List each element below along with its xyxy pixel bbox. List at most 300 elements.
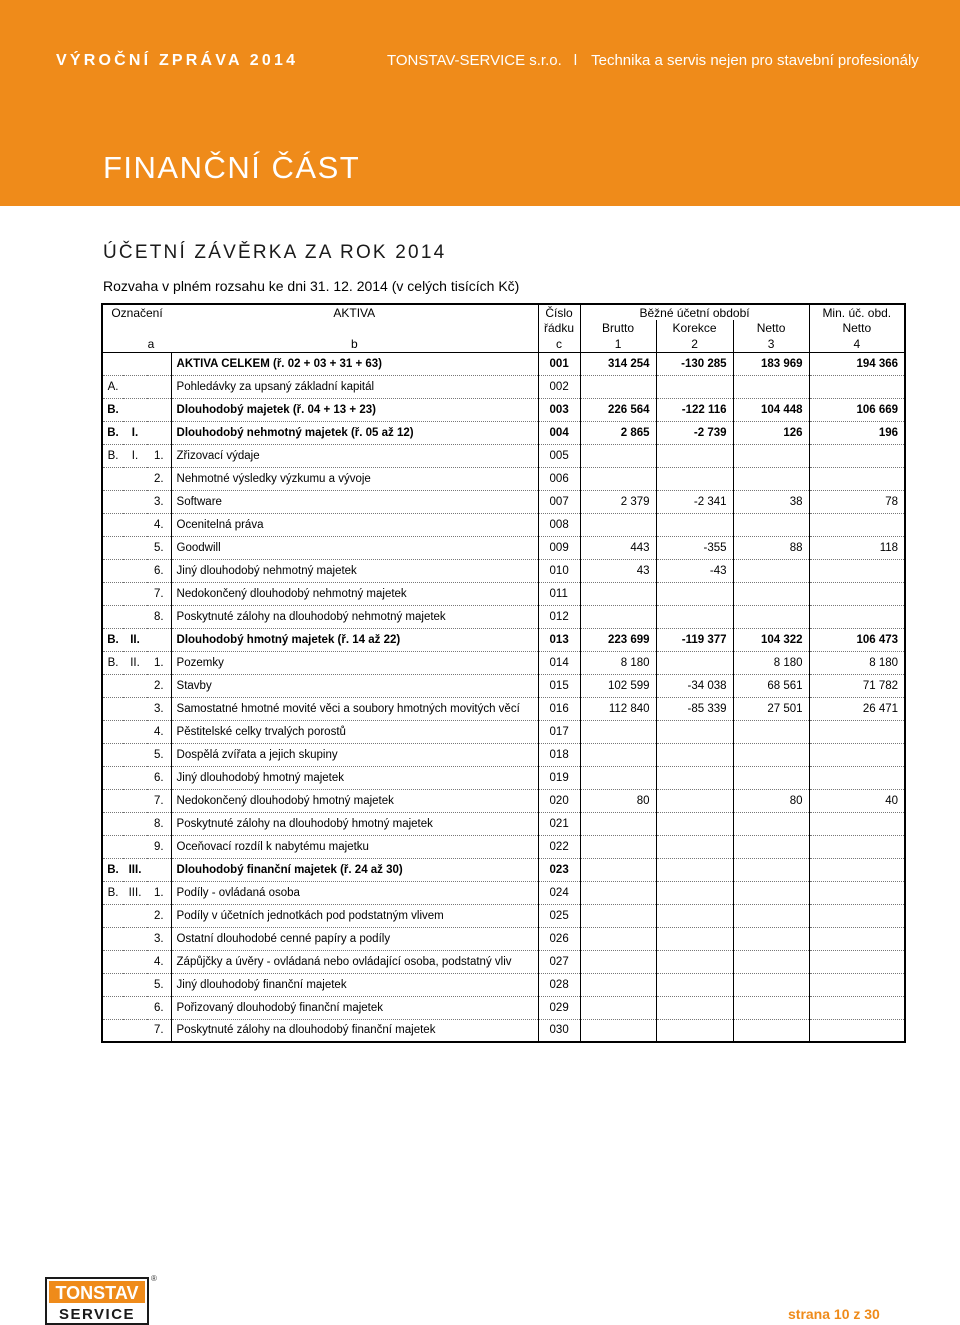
statement-subtitle: Rozvaha v plném rozsahu ke dni 31. 12. 2014 (v celých tisících Kč)	[103, 278, 520, 294]
row-mark-1: B.	[102, 421, 123, 444]
row-netto-prev	[809, 559, 905, 582]
row-mark-2	[123, 904, 147, 927]
row-netto-prev	[809, 858, 905, 881]
row-line-number: 018	[538, 743, 580, 766]
row-mark-3: 4.	[147, 513, 171, 536]
row-mark-2	[123, 582, 147, 605]
table-row	[102, 605, 905, 628]
row-brutto: 8 180	[580, 651, 656, 674]
row-line-number: 011	[538, 582, 580, 605]
row-line-number: 028	[538, 973, 580, 996]
row-netto-prev	[809, 835, 905, 858]
row-mark-1	[102, 973, 123, 996]
table-row	[102, 789, 905, 812]
row-mark-3	[147, 352, 171, 375]
row-netto-prev: 71 782	[809, 674, 905, 697]
header-col-c: c	[538, 336, 580, 352]
row-line-number: 002	[538, 375, 580, 398]
page-number: strana 10 z 30	[788, 1306, 880, 1322]
header-cislo: Číslo	[538, 304, 580, 320]
table-row	[102, 697, 905, 720]
row-netto-prev	[809, 904, 905, 927]
row-mark-1	[102, 559, 123, 582]
table-row	[102, 674, 905, 697]
table-row	[102, 398, 905, 421]
row-mark-3: 1.	[147, 881, 171, 904]
row-brutto	[580, 444, 656, 467]
row-brutto	[580, 881, 656, 904]
table-row	[102, 651, 905, 674]
row-brutto	[580, 513, 656, 536]
header-bezne-obdobi: Běžné účetní období	[580, 304, 809, 320]
row-korekce	[656, 651, 733, 674]
row-brutto	[580, 927, 656, 950]
row-netto-prev	[809, 812, 905, 835]
table-row	[102, 720, 905, 743]
row-mark-3: 3.	[147, 697, 171, 720]
row-mark-3: 5.	[147, 536, 171, 559]
row-netto	[733, 444, 809, 467]
table-row	[102, 444, 905, 467]
row-korekce: -2 341	[656, 490, 733, 513]
row-mark-1: B.	[102, 628, 123, 651]
table-row	[102, 352, 905, 375]
row-description: Jiný dlouhodobý hmotný majetek	[171, 766, 538, 789]
row-brutto	[580, 467, 656, 490]
row-line-number: 029	[538, 996, 580, 1019]
tagline: Technika a servis nejen pro stavební profesionály	[591, 52, 919, 69]
row-korekce	[656, 766, 733, 789]
row-brutto	[580, 858, 656, 881]
table-row	[102, 881, 905, 904]
row-korekce	[656, 904, 733, 927]
row-korekce	[656, 927, 733, 950]
row-brutto: 112 840	[580, 697, 656, 720]
row-netto-prev	[809, 743, 905, 766]
row-line-number: 012	[538, 605, 580, 628]
row-netto	[733, 812, 809, 835]
row-line-number: 001	[538, 352, 580, 375]
row-korekce	[656, 950, 733, 973]
registered-mark: ®	[151, 1274, 157, 1283]
header-netto-min: Netto	[842, 321, 872, 335]
row-mark-3	[147, 421, 171, 444]
table-row	[102, 904, 905, 927]
table-row	[102, 743, 905, 766]
row-description: Software	[171, 490, 538, 513]
table-row	[102, 973, 905, 996]
row-brutto	[580, 812, 656, 835]
row-mark-1: B.	[102, 398, 123, 421]
row-korekce	[656, 996, 733, 1019]
row-line-number: 030	[538, 1019, 580, 1042]
row-mark-2	[123, 605, 147, 628]
row-netto-prev	[809, 582, 905, 605]
row-mark-1	[102, 927, 123, 950]
row-mark-3: 6.	[147, 559, 171, 582]
row-line-number: 015	[538, 674, 580, 697]
row-netto	[733, 835, 809, 858]
row-korekce	[656, 444, 733, 467]
row-description: Dlouhodobý majetek (ř. 04 + 13 + 23)	[171, 398, 538, 421]
row-mark-2: I.	[123, 421, 147, 444]
row-description: Pohledávky za upsaný základní kapitál	[171, 375, 538, 398]
row-netto: 27 501	[733, 697, 809, 720]
row-line-number: 024	[538, 881, 580, 904]
row-brutto: 223 699	[580, 628, 656, 651]
header-korekce: Korekce	[656, 320, 733, 336]
row-netto	[733, 927, 809, 950]
row-korekce: -355	[656, 536, 733, 559]
header-radku: řádku	[538, 320, 580, 336]
row-netto	[733, 904, 809, 927]
row-netto: 8 180	[733, 651, 809, 674]
row-mark-1	[102, 674, 123, 697]
row-netto	[733, 582, 809, 605]
report-title: VÝROČNÍ ZPRÁVA 2014	[56, 52, 299, 69]
row-mark-1	[102, 582, 123, 605]
row-mark-2: II.	[123, 628, 147, 651]
row-korekce	[656, 605, 733, 628]
header-banner	[0, 0, 960, 206]
row-mark-3: 6.	[147, 996, 171, 1019]
header-col-b: b	[171, 336, 538, 352]
header-oznaceni: Označení	[111, 305, 163, 320]
header-col-1: 1	[580, 336, 656, 352]
row-brutto	[580, 996, 656, 1019]
table-row	[102, 467, 905, 490]
row-brutto: 443	[580, 536, 656, 559]
row-brutto: 80	[580, 789, 656, 812]
row-mark-2: I.	[123, 444, 147, 467]
row-mark-3: 2.	[147, 904, 171, 927]
row-netto	[733, 996, 809, 1019]
row-mark-2	[123, 973, 147, 996]
row-mark-3: 2.	[147, 674, 171, 697]
row-netto: 126	[733, 421, 809, 444]
row-netto	[733, 720, 809, 743]
row-netto-prev	[809, 375, 905, 398]
row-line-number: 003	[538, 398, 580, 421]
row-korekce: -122 116	[656, 398, 733, 421]
row-mark-2	[123, 375, 147, 398]
row-netto	[733, 881, 809, 904]
row-mark-2: III.	[123, 881, 147, 904]
row-mark-3: 9.	[147, 835, 171, 858]
row-mark-3: 4.	[147, 950, 171, 973]
row-netto-prev: 194 366	[809, 352, 905, 375]
header-separator: l	[573, 52, 578, 69]
row-description: Oceňovací rozdíl k nabytému majetku	[171, 835, 538, 858]
header-col-3: 3	[733, 336, 809, 352]
row-mark-3	[147, 628, 171, 651]
row-description: Poskytnuté zálohy na dlouhodobý hmotný majetek	[171, 812, 538, 835]
row-netto	[733, 766, 809, 789]
row-mark-1	[102, 904, 123, 927]
row-line-number: 016	[538, 697, 580, 720]
row-mark-1: B.	[102, 444, 123, 467]
row-mark-2	[123, 743, 147, 766]
row-netto-prev	[809, 467, 905, 490]
row-netto-prev: 196	[809, 421, 905, 444]
row-mark-2: II.	[123, 651, 147, 674]
row-description: Poskytnuté zálohy na dlouhodobý nehmotný majetek	[171, 605, 538, 628]
row-netto	[733, 559, 809, 582]
row-line-number: 020	[538, 789, 580, 812]
row-mark-2	[123, 467, 147, 490]
row-line-number: 004	[538, 421, 580, 444]
row-korekce	[656, 858, 733, 881]
table-row	[102, 1019, 905, 1042]
row-mark-2	[123, 674, 147, 697]
row-mark-2	[123, 352, 147, 375]
row-brutto	[580, 904, 656, 927]
row-netto: 104 448	[733, 398, 809, 421]
row-brutto	[580, 375, 656, 398]
row-mark-1: B.	[102, 651, 123, 674]
row-mark-2: III.	[123, 858, 147, 881]
row-description: Zápůjčky a úvěry - ovládaná nebo ovládající osoba, podstatný vliv	[171, 950, 538, 973]
table-row	[102, 536, 905, 559]
row-netto: 88	[733, 536, 809, 559]
row-mark-2	[123, 697, 147, 720]
row-mark-3: 8.	[147, 812, 171, 835]
logo-top-text: TONSTAV	[55, 1283, 139, 1303]
row-line-number: 023	[538, 858, 580, 881]
row-mark-3: 5.	[147, 743, 171, 766]
table-row	[102, 375, 905, 398]
table-row	[102, 950, 905, 973]
row-mark-2	[123, 398, 147, 421]
row-line-number: 009	[538, 536, 580, 559]
row-description: Zřizovací výdaje	[171, 444, 538, 467]
row-mark-1	[102, 766, 123, 789]
row-mark-3: 7.	[147, 789, 171, 812]
row-netto	[733, 513, 809, 536]
row-mark-2	[123, 996, 147, 1019]
row-brutto	[580, 973, 656, 996]
row-netto-prev	[809, 720, 905, 743]
row-netto-prev	[809, 927, 905, 950]
row-mark-1	[102, 605, 123, 628]
row-brutto: 2 865	[580, 421, 656, 444]
row-mark-1	[102, 743, 123, 766]
row-brutto: 314 254	[580, 352, 656, 375]
row-korekce: -119 377	[656, 628, 733, 651]
row-korekce	[656, 582, 733, 605]
row-line-number: 026	[538, 927, 580, 950]
row-korekce	[656, 812, 733, 835]
row-korekce	[656, 1019, 733, 1042]
row-description: Poskytnuté zálohy na dlouhodobý finanční majetek	[171, 1019, 538, 1042]
row-netto	[733, 1019, 809, 1042]
row-description: Jiný dlouhodobý finanční majetek	[171, 973, 538, 996]
balance-sheet-table	[101, 303, 906, 1043]
row-line-number: 017	[538, 720, 580, 743]
row-mark-3: 2.	[147, 467, 171, 490]
row-mark-3	[147, 398, 171, 421]
row-netto-prev	[809, 766, 905, 789]
header-min-obdobi: Min. úč. obd.	[822, 305, 892, 320]
row-brutto	[580, 835, 656, 858]
table-row	[102, 421, 905, 444]
row-mark-3: 1.	[147, 444, 171, 467]
row-line-number: 006	[538, 467, 580, 490]
header-aktiva: AKTIVA	[171, 304, 538, 320]
row-netto-prev	[809, 444, 905, 467]
row-korekce: -85 339	[656, 697, 733, 720]
row-mark-3: 7.	[147, 1019, 171, 1042]
row-description: Pěstitelské celky trvalých porostů	[171, 720, 538, 743]
company-name: TONSTAV-SERVICE s.r.o.	[387, 52, 562, 69]
row-korekce: -2 739	[656, 421, 733, 444]
row-netto: 104 322	[733, 628, 809, 651]
row-description: Nehmotné výsledky výzkumu a vývoje	[171, 467, 538, 490]
row-description: Goodwill	[171, 536, 538, 559]
row-netto-prev	[809, 1019, 905, 1042]
row-line-number: 022	[538, 835, 580, 858]
row-netto-prev	[809, 996, 905, 1019]
row-mark-1	[102, 835, 123, 858]
row-mark-3: 6.	[147, 766, 171, 789]
row-mark-2	[123, 927, 147, 950]
row-line-number: 014	[538, 651, 580, 674]
table-row	[102, 559, 905, 582]
row-description: Dlouhodobý nehmotný majetek (ř. 05 až 12)	[171, 421, 538, 444]
row-line-number: 008	[538, 513, 580, 536]
row-brutto	[580, 950, 656, 973]
row-brutto	[580, 743, 656, 766]
row-korekce	[656, 375, 733, 398]
row-mark-2	[123, 789, 147, 812]
row-netto	[733, 375, 809, 398]
row-korekce	[656, 881, 733, 904]
table-row	[102, 858, 905, 881]
row-brutto: 43	[580, 559, 656, 582]
row-description: AKTIVA CELKEM (ř. 02 + 03 + 31 + 63)	[171, 352, 538, 375]
header-netto: Netto	[733, 320, 809, 336]
row-netto-prev: 106 473	[809, 628, 905, 651]
row-mark-3: 5.	[147, 973, 171, 996]
row-mark-1	[102, 720, 123, 743]
row-mark-1: B.	[102, 881, 123, 904]
row-mark-1	[102, 950, 123, 973]
row-brutto	[580, 766, 656, 789]
row-description: Podíly v účetních jednotkách pod podstatným vlivem	[171, 904, 538, 927]
row-description: Nedokončený dlouhodobý hmotný majetek	[171, 789, 538, 812]
row-line-number: 013	[538, 628, 580, 651]
row-mark-1	[102, 490, 123, 513]
row-line-number: 025	[538, 904, 580, 927]
row-brutto: 2 379	[580, 490, 656, 513]
row-mark-1	[102, 352, 123, 375]
row-korekce	[656, 789, 733, 812]
table-row	[102, 513, 905, 536]
row-description: Dlouhodobý finanční majetek (ř. 24 až 30)	[171, 858, 538, 881]
row-mark-2	[123, 812, 147, 835]
row-description: Dospělá zvířata a jejich skupiny	[171, 743, 538, 766]
row-korekce	[656, 743, 733, 766]
row-netto: 68 561	[733, 674, 809, 697]
row-mark-3: 3.	[147, 927, 171, 950]
row-mark-1	[102, 536, 123, 559]
row-netto	[733, 973, 809, 996]
table-row	[102, 582, 905, 605]
row-mark-2	[123, 835, 147, 858]
row-mark-1	[102, 1019, 123, 1042]
row-netto-prev: 40	[809, 789, 905, 812]
row-brutto	[580, 582, 656, 605]
row-korekce	[656, 720, 733, 743]
row-netto	[733, 950, 809, 973]
table-row	[102, 927, 905, 950]
row-description: Dlouhodobý hmotný majetek (ř. 14 až 22)	[171, 628, 538, 651]
row-netto: 38	[733, 490, 809, 513]
row-line-number: 021	[538, 812, 580, 835]
row-netto-prev: 26 471	[809, 697, 905, 720]
header-brutto: Brutto	[580, 320, 656, 336]
row-netto-prev	[809, 513, 905, 536]
row-description: Samostatné hmotné movité věci a soubory hmotných movitých věcí	[171, 697, 538, 720]
table-row	[102, 812, 905, 835]
row-mark-2	[123, 766, 147, 789]
row-mark-1	[102, 789, 123, 812]
table-row	[102, 766, 905, 789]
row-korekce	[656, 973, 733, 996]
row-mark-2	[123, 559, 147, 582]
row-mark-1: B.	[102, 858, 123, 881]
row-description: Pozemky	[171, 651, 538, 674]
row-netto-prev	[809, 950, 905, 973]
row-korekce	[656, 835, 733, 858]
row-netto-prev	[809, 973, 905, 996]
row-line-number: 005	[538, 444, 580, 467]
table-row	[102, 996, 905, 1019]
row-brutto	[580, 605, 656, 628]
header-col-a: a	[147, 336, 155, 351]
statement-title: ÚČETNÍ ZÁVĚRKA ZA ROK 2014	[103, 242, 447, 263]
row-mark-2	[123, 536, 147, 559]
row-brutto	[580, 720, 656, 743]
row-mark-3	[147, 375, 171, 398]
header-right	[387, 52, 919, 69]
row-mark-2	[123, 720, 147, 743]
row-mark-1	[102, 812, 123, 835]
section-heading: FINANČNÍ ČÁST	[103, 150, 361, 185]
row-line-number: 019	[538, 766, 580, 789]
logo-bottom-text: SERVICE	[58, 1306, 136, 1323]
table-row	[102, 628, 905, 651]
row-mark-3: 1.	[147, 651, 171, 674]
row-netto	[733, 605, 809, 628]
row-netto-prev: 118	[809, 536, 905, 559]
row-netto-prev	[809, 605, 905, 628]
row-mark-3	[147, 858, 171, 881]
header-col-4: 4	[853, 336, 861, 351]
row-brutto: 226 564	[580, 398, 656, 421]
row-korekce: -34 038	[656, 674, 733, 697]
row-description: Jiný dlouhodobý nehmotný majetek	[171, 559, 538, 582]
row-mark-3: 4.	[147, 720, 171, 743]
header-col-2: 2	[656, 336, 733, 352]
row-line-number: 027	[538, 950, 580, 973]
row-netto-prev: 8 180	[809, 651, 905, 674]
row-netto-prev: 78	[809, 490, 905, 513]
row-mark-2	[123, 490, 147, 513]
row-mark-1	[102, 467, 123, 490]
row-netto-prev: 106 669	[809, 398, 905, 421]
row-mark-1	[102, 697, 123, 720]
